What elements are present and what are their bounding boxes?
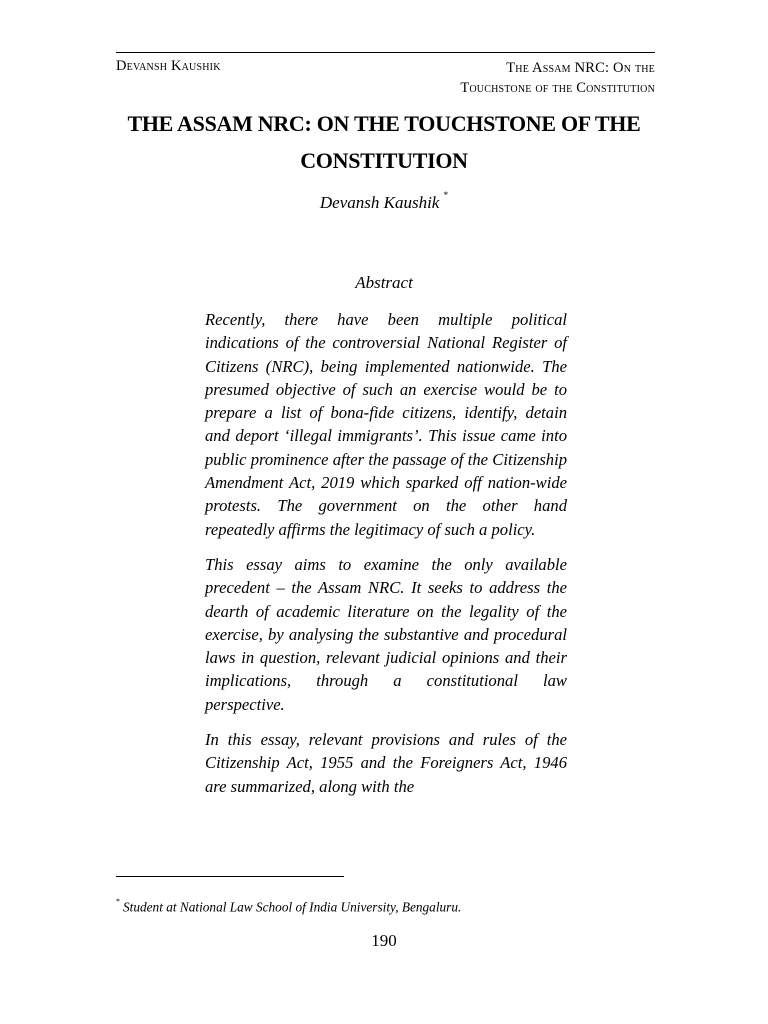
abstract-paragraph-2: This essay aims to examine the only available precedent – the Assam NRC. It seeks to address the dearth of academic literature on the legality of the exercise, by analysing the substantive and procedural laws in question, relevant judicial opinions and their implications, through a constitutional law perspective. xyxy=(205,554,567,714)
author-line xyxy=(0,190,768,213)
footnote xyxy=(116,899,461,915)
author-footnote-marker: * xyxy=(443,190,449,201)
author-name: Devansh Kaushik xyxy=(319,193,440,212)
running-head-title-line-1: The Assam NRC: On the xyxy=(506,60,655,76)
footnote-marker: * xyxy=(116,897,120,906)
running-head-title-line-2: Touchstone of the Constitution xyxy=(460,80,655,96)
footnote-divider xyxy=(116,876,344,877)
running-head-author: Devansh Kaushik xyxy=(116,58,221,74)
paper-title: THE ASSAM NRC: ON THE TOUCHSTONE OF THE CONSTITUTION xyxy=(127,111,641,173)
abstract-paragraph-1: Recently, there have been multiple political indications of the controversial National Register of Citizens (NRC), being implemented nationwide. The presumed objective of such an exercise would be to prepare a list of bona-fide citizens, identify, detain and deport ‘illegal immigrants’. This issue came into public prominence after the passage of the Citizenship Amendment Act, 2019 which sparked off nation-wide protests. The government on the other hand repeatedly affirms the legitimacy of such a policy. xyxy=(205,310,567,539)
abstract-heading: Abstract xyxy=(355,273,413,292)
abstract-body xyxy=(205,308,567,810)
running-head-title xyxy=(460,58,655,98)
abstract-paragraph-3: In this essay, relevant provisions and rules of the Citizenship Act, 1955 and the Foreigners Act, 1946 are summarized, along with the xyxy=(205,730,567,796)
footnote-text: Student at National Law School of India University, Bengaluru. xyxy=(123,899,462,915)
page-number: 190 xyxy=(371,931,397,950)
running-head xyxy=(116,52,655,96)
